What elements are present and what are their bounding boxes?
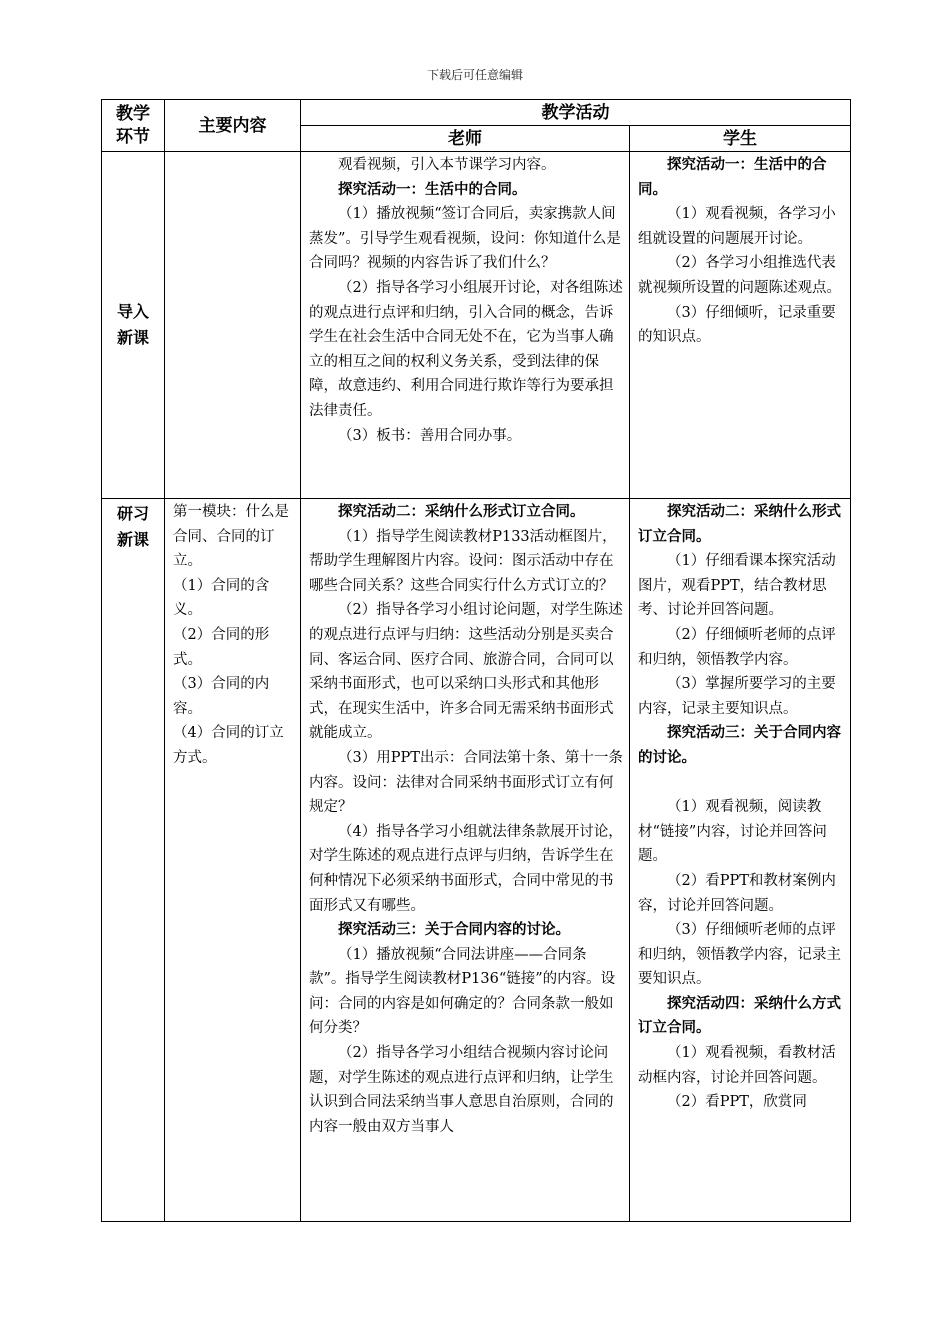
student-intro-p3: （2）各学习小组推选代表就视频所设置的问题陈述观点。: [638, 255, 841, 296]
student-study-activity4-title: 探究活动四：采纳什么方式订立合同。: [638, 994, 841, 1037]
student-study-spacer: [638, 771, 844, 796]
content-study-item-3: （3）合同的内容。: [173, 676, 270, 717]
content-study-item-2: （2）合同的形式。: [173, 626, 270, 668]
header-stage-text: 教学环节: [116, 103, 150, 147]
student-study-p8: （3）仔细倾听老师的点评和归纳，领悟教学内容，记录主要知识点。: [638, 922, 841, 988]
teacher-intro-activity-title: 探究活动一：生活中的合同。: [338, 180, 527, 198]
header-student: 学生: [630, 126, 851, 152]
content-study-item-4: （4）合同的订立方式。: [173, 725, 284, 766]
content-cell-study: [165, 499, 301, 1222]
teacher-study-activity3-title: 探究活动三：关于合同内容的讨论。: [338, 921, 570, 939]
content-cell-intro: [165, 152, 301, 499]
header-row-1: [102, 100, 851, 126]
student-cell-intro: [630, 152, 851, 499]
student-study-activity3-title: 探究活动三：关于合同内容的讨论。: [638, 724, 841, 766]
student-intro-activity-title: 探究活动一：生活中的合同。: [638, 156, 827, 198]
teacher-intro-p1: 观看视频，引入本节课学习内容。: [338, 157, 556, 173]
student-intro-p2: （1）观看视频，各学习小组就设置的问题展开讨论。: [638, 206, 836, 247]
stage-cell-intro: [102, 152, 165, 499]
table-row-intro: [102, 152, 851, 499]
header-content: 主要内容: [165, 100, 301, 152]
lesson-plan-table: [101, 99, 851, 1222]
student-study-p3: （2）仔细倾听老师的点评和归纳，领悟教学内容。: [638, 626, 836, 668]
teacher-study-p5: （4）指导各学习小组就法律条款展开讨论，对学生陈述的观点进行点评与归纳，告诉学生在何种情况下必须采纳书面形式，合同中常见的书面形式又有哪些。: [309, 823, 623, 914]
teacher-intro-p4: （2）指导各学习小组展开讨论，对各组陈述的观点进行点评和归纳，引入合同的概念，告诉学生在社会生活中合同无处不在，它为当事人确立的相互之间的权利义务关系，受到法律的保障，故意违约、利用合同进行欺诈等行为要承担法律责任。: [309, 279, 623, 419]
header-stage: [102, 100, 165, 152]
student-cell-study: [630, 499, 851, 1222]
stage-study-text: 研习新课: [116, 504, 149, 549]
student-study-p11: （2）看PPT，欣赏同: [667, 1094, 807, 1111]
student-study-p10: （1）观看视频，看教材活动框内容，讨论并回答问题。: [638, 1045, 836, 1086]
header-teacher: 老师: [301, 126, 630, 152]
student-study-p6: （1）观看视频，阅读教材“链接”内容，讨论并回答问题。: [638, 799, 827, 865]
teacher-study-p4: （3）用PPT出示：合同法第十条、第十一条内容。设问：法律对合同采纳书面形式订立有何规定？: [309, 749, 623, 816]
teacher-intro-p3: （1）播放视频“签订合同后，卖家携款人间蒸发”。引导学生观看视频，设问：你知道什么是合同吗？视频的内容告诉了我们什么？: [309, 206, 621, 272]
table-row-study: [102, 499, 851, 1222]
teacher-study-p3: （2）指导各学习小组讨论问题，对学生陈述的观点进行点评与归纳：这些活动分别是买卖合同、客运合同、医疗合同、旅游合同，合同可以采纳书面形式，也可以采纳口头形式和其他形式，在现实生活中，许多合同无需采纳书面形式就能成立。: [309, 602, 623, 742]
stage-cell-study: [102, 499, 165, 1222]
header-activity: 教学活动: [301, 100, 851, 126]
content-study-module: 第一模块：什么是合同、合同的订立。: [173, 504, 289, 570]
teacher-intro-p5: （3）板书：善用合同办事。: [338, 427, 522, 444]
student-study-p7: （2）看PPT和教材案例内容，讨论并回答问题。: [638, 872, 836, 914]
content-study-item-1: （1）合同的含义。: [173, 577, 270, 619]
teacher-study-p8: （2）指导各学习小组结合视频内容讨论问题，对学生陈述的观点进行点评和归纳，让学生认识到合同法采纳当事人意思自治原则，合同的内容一般由双方当事人: [309, 1045, 614, 1135]
watermark-text: 下载后可任意编辑: [426, 68, 523, 82]
teacher-cell-intro: [301, 152, 630, 499]
teacher-study-p7: （1）播放视频“合同法讲座——合同条款”。指导学生阅读教材P136“链接”的内容。设问：合同的内容是如何确定的？合同条款一般如何分类？: [309, 946, 616, 1037]
teacher-cell-study: [301, 499, 630, 1222]
student-intro-p4: （3）仔细倾听，记录重要的知识点。: [638, 304, 836, 346]
stage-intro-text: 导入新课: [116, 302, 149, 347]
student-study-activity2-title: 探究活动二：采纳什么形式订立合同。: [638, 503, 841, 545]
teacher-study-p2: （1）指导学生阅读教材P133活动框图片，帮助学生理解图片内容。设问：图示活动中存在哪些合同关系？这些合同实行什么方式订立的？: [309, 528, 617, 594]
student-study-p4: （3）掌握所要学习的主要内容，记录主要知识点。: [638, 676, 836, 717]
student-study-p2: （1）仔细看课本探究活动图片，观看PPT，结合教材思考、讨论并回答问题。: [638, 553, 836, 619]
teacher-study-activity2-title: 探究活动二：采纳什么形式订立合同。: [338, 503, 585, 520]
